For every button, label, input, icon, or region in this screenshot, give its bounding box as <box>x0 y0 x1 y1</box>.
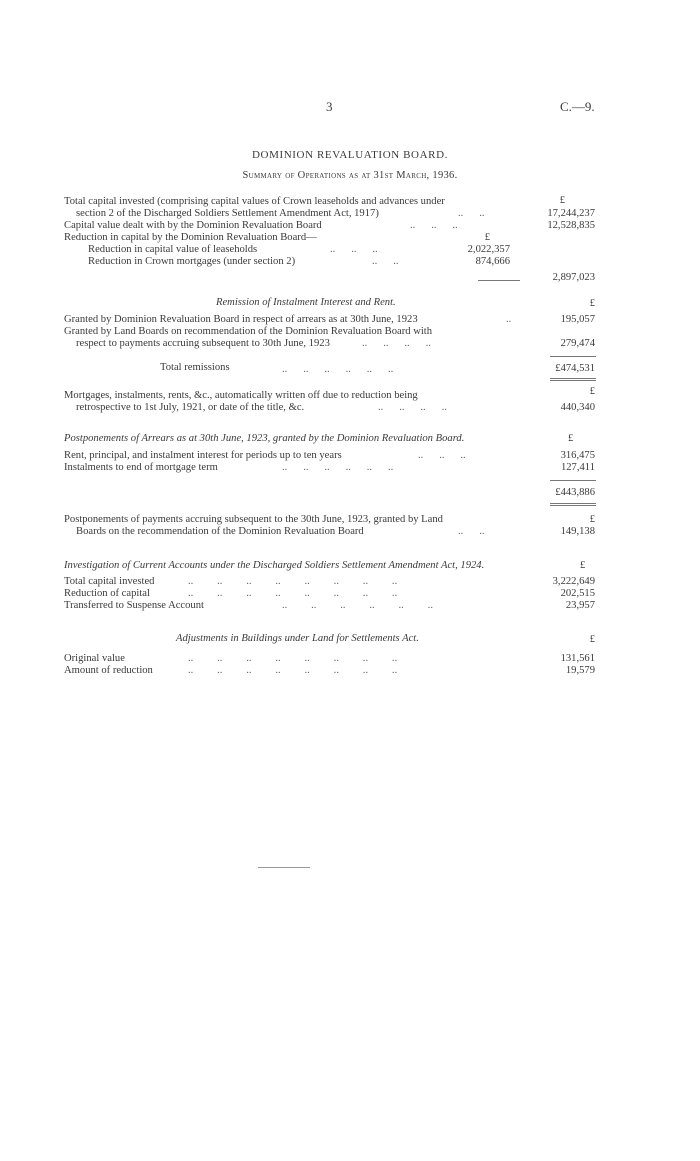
reduction-total: 2,897,023 <box>552 272 595 283</box>
investigation-row-label: Transferred to Suspense Account <box>64 600 204 611</box>
leader-dots: .. .. .. .. .. .. .. .. <box>188 576 398 587</box>
investigation-heading: Investigation of Current Accounts under the Discharged Soldiers Settlement Amendment Act, 1924. <box>64 560 485 571</box>
rent-value: 316,475 <box>560 450 595 461</box>
mortgages-value: 874,666 <box>475 256 510 267</box>
remission-currency: £ <box>589 298 595 309</box>
total-capital-label-line2: section 2 of the Discharged Soldiers Settlement Amendment Act, 1917) <box>76 208 379 219</box>
investigation-row-label: Reduction of capital <box>64 588 150 599</box>
investigation-currency: £ <box>580 560 586 571</box>
leader-dots: .. .. .. .. .. .. <box>282 600 433 611</box>
rent-label: Rent, principal, and instalment interest for periods up to ten years <box>64 450 342 461</box>
document-reference: C.—9. <box>560 99 595 114</box>
later-postponements-line2: Boards on the recommendation of the Dominion Revaluation Board <box>76 526 364 537</box>
total-capital-value: 17,244,237 <box>547 208 595 219</box>
total-rule <box>550 356 596 357</box>
page-number: 3 <box>326 99 333 114</box>
mortgages-label: Reduction in Crown mortgages (under section 2) <box>88 256 296 267</box>
board-title: DOMINION REVALUATION BOARD. <box>252 149 448 161</box>
leader-dots: .. .. .. <box>418 450 466 461</box>
written-off-line2: retrospective to 1st July, 1921, or date of the title, &c. <box>76 402 305 413</box>
instalments-value: 127,411 <box>560 462 595 473</box>
leaseholds-label: Reduction in capital value of leaseholds <box>88 244 258 255</box>
adjustments-row-label: Original value <box>64 653 125 664</box>
leader-dots: .. .. .. .. .. .. .. .. <box>188 665 398 676</box>
double-rule <box>550 380 596 381</box>
remission-currency-2: £ <box>589 386 595 397</box>
leader-dots: .. .. .. <box>330 244 378 255</box>
investigation-row-value: 3,222,649 <box>552 576 595 587</box>
remission-line1-value: 195,057 <box>560 314 595 325</box>
adjustments-currency: £ <box>589 634 595 645</box>
written-off-value: 440,340 <box>560 402 595 413</box>
later-postponements-line1: Postponements of payments accruing subsequent to the 30th June, 1923, granted by Land <box>64 514 443 525</box>
postponements-heading: Postponements of Arrears as at 30th June, 1923, granted by the Dominion Revaluation Board. <box>64 433 465 444</box>
adjustments-row-label: Amount of reduction <box>64 665 153 676</box>
adjustments-row-value: 131,561 <box>560 653 595 664</box>
postponements-total: £443,886 <box>555 487 595 498</box>
double-rule <box>550 505 596 506</box>
remission-line1: Granted by Dominion Revaluation Board in respect of arrears as at 30th June, 1923 <box>64 314 418 325</box>
investigation-row-value: 202,515 <box>560 588 595 599</box>
double-rule <box>550 378 596 379</box>
leader-dots: .. .. .. .. .. .. <box>282 364 394 375</box>
leader-dots: .. .. .. .. .. .. <box>282 462 394 473</box>
reduction-currency: £ <box>484 232 490 243</box>
leader-dots: .. .. .. .. .. .. .. .. <box>188 588 398 599</box>
leader-dots: .. .. .. .. <box>362 338 431 349</box>
leader-dots: .. .. .. .. .. .. .. .. <box>188 653 398 664</box>
capital-dealt-label: Capital value dealt with by the Dominion Revaluation Board <box>64 220 322 231</box>
remission-heading: Remission of Instalment Interest and Rent. <box>216 297 396 308</box>
total-remissions-value: £474,531 <box>555 363 595 374</box>
written-off-line1: Mortgages, instalments, rents, &c., automatically written off due to reduction being <box>64 390 418 401</box>
reduction-heading: Reduction in capital by the Dominion Revaluation Board— <box>64 232 317 243</box>
remission-line2-value: 279,474 <box>560 338 595 349</box>
adjustments-row-value: 19,579 <box>565 665 595 676</box>
double-rule <box>550 503 596 504</box>
postponements-currency: £ <box>568 433 574 444</box>
instalments-label: Instalments to end of mortgage term <box>64 462 218 473</box>
leader-dots: .. .. <box>458 526 485 537</box>
total-remissions-label: Total remissions <box>160 362 230 373</box>
investigation-row-value: 23,957 <box>565 600 595 611</box>
remission-line2b: respect to payments accruing subsequent to 30th June, 1923 <box>76 338 330 349</box>
leader-dots: .. .. .. .. <box>378 402 447 413</box>
total-capital-label-line1: Total capital invested (comprising capital values of Crown leaseholds and advances under <box>64 196 445 207</box>
later-postponements-currency: £ <box>589 514 595 525</box>
leader-dots: .. .. <box>372 256 399 267</box>
summary-title: Summary of Operations as at 31st March, 1936. <box>242 170 458 181</box>
leaseholds-value: 2,022,357 <box>467 244 510 255</box>
later-postponements-value: 149,138 <box>560 526 595 537</box>
investigation-row-label: Total capital invested <box>64 576 155 587</box>
total-rule <box>550 480 596 481</box>
leader-dots: .. .. .. <box>410 220 458 231</box>
capital-dealt-value: 12,528,835 <box>547 220 595 231</box>
leader-dots: .. .. <box>458 208 485 219</box>
adjustments-heading: Adjustments in Buildings under Land for Settlements Act. <box>176 633 419 644</box>
remission-line2a: Granted by Land Boards on recommendation of the Dominion Revaluation Board with <box>64 326 433 337</box>
leader-dots: .. <box>506 314 512 325</box>
summary-currency: £ <box>559 195 565 206</box>
closing-rule <box>258 867 310 868</box>
